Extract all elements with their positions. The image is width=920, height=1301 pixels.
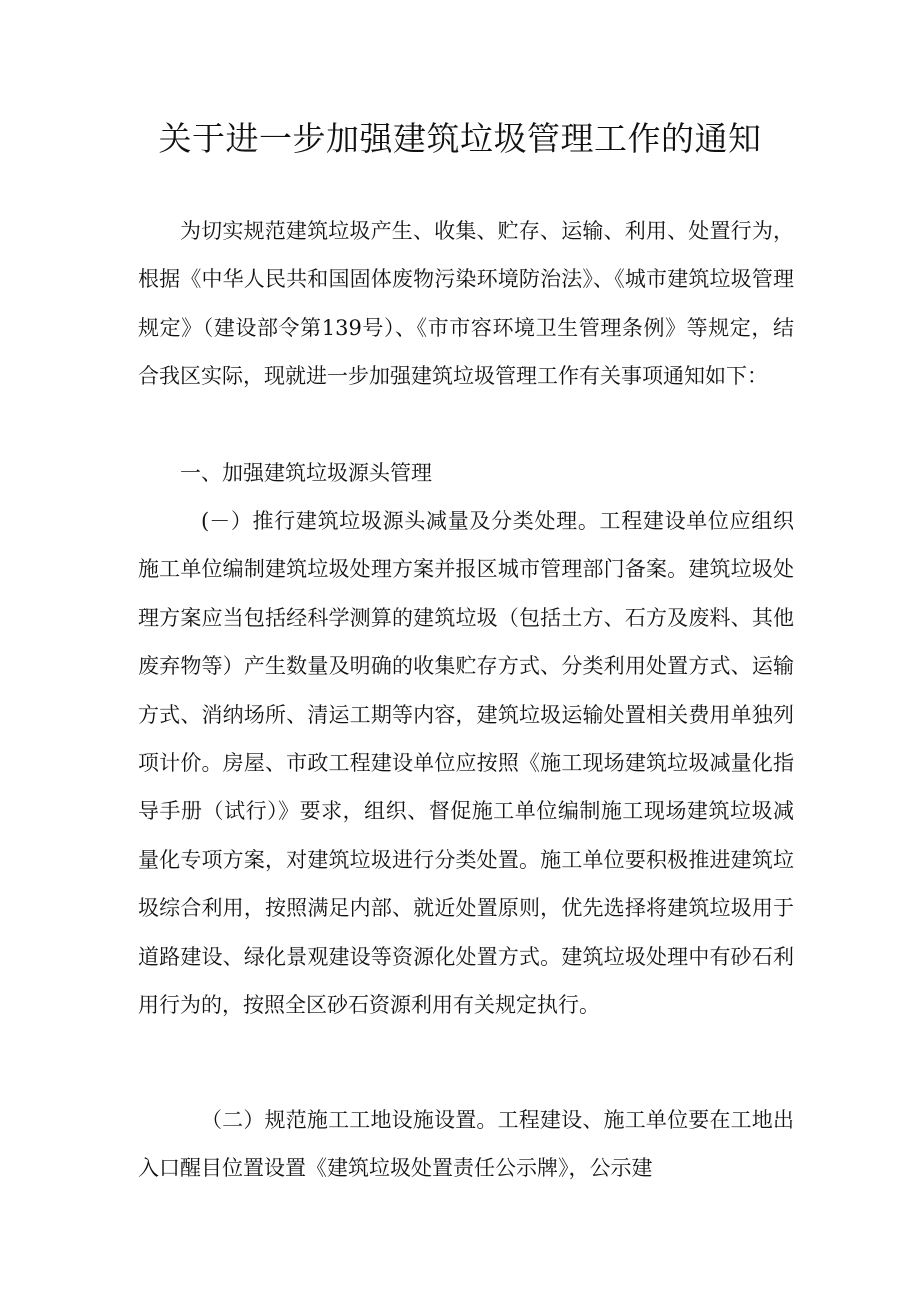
intro-paragraph: 为切实规范建筑垃圾产生、收集、贮存、运输、利用、处置行为，根据《中华人民共和国固体废物污染环境防治法》、《城市建筑垃圾管理规定》（建设部令第139号）、《市市容环境卫生管理条例》等规定，结合我区实际，现就进一步加强建筑垃圾管理工作有关事项通知如下： xyxy=(138,219,794,389)
item-paragraph-2: （二）规范施工工地设施设置。工程建设、施工单位要在工地出入口醒目位置设置《建筑垃圾处置责任公示牌》，公示建 xyxy=(138,1108,794,1181)
section-heading: 一、加强建筑垃圾源头管理 xyxy=(180,461,432,485)
document-title: 关于进一步加强建筑垃圾管理工作的通知 xyxy=(158,119,762,158)
item-paragraph-1: (－）推行建筑垃圾源头减量及分类处理。工程建设单位应组织施工单位编制建筑垃圾处理方案并报区城市管理部门备案。建筑垃圾处理方案应当包括经科学测算的建筑垃圾（包括土方、石方及废料、其他废弃物等）产生数量及明确的收集贮存方式、分类利用处置方式、运输方式、消纳场所、清运工期等内容，建筑垃圾运输处置相关费用单独列项计价。房屋、市政工程建设单位应按照《施工现场建筑垃圾减量化指导手册（试行）》要求，组织、督促施工单位编制施工现场建筑垃圾减量化专项方案，对建筑垃圾进行分类处置。施工单位要积极推进建筑垃圾综合利用，按照满足内部、就近处置原则，优先选择将建筑垃圾用于道路建设、绿化景观建设等资源化处置方式。建筑垃圾处理中有砂石利用行为的，按照全区砂石资源利用有关规定执行。 xyxy=(138,509,794,1018)
